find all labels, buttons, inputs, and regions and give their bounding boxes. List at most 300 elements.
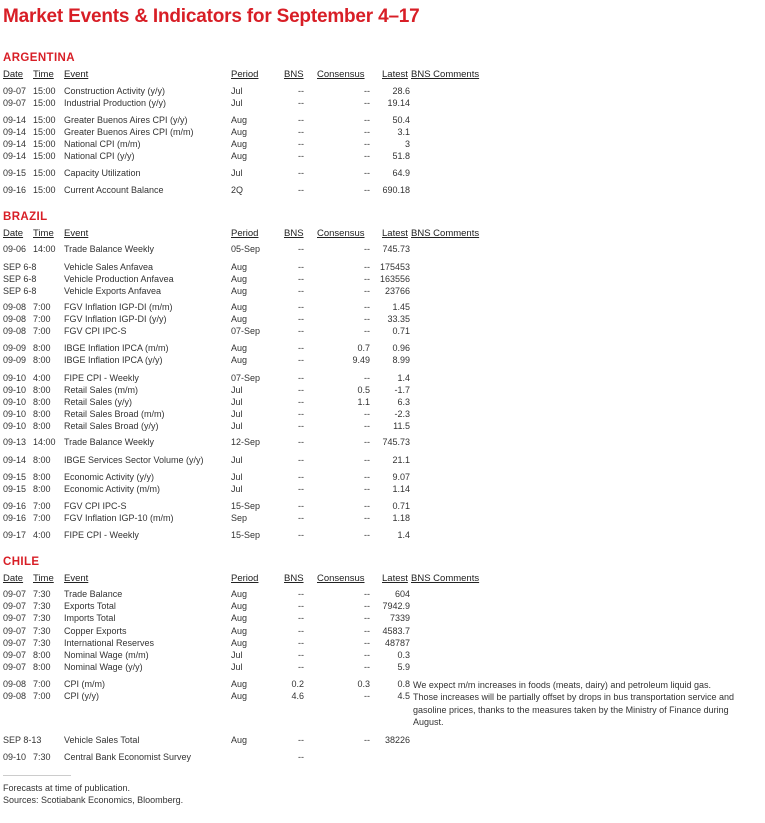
cell-time: 7:30 [33,601,51,611]
cell-latest: 48787 [384,638,410,648]
header-latest: Latest [382,228,408,239]
cell-time: 7:00 [33,679,51,689]
cell-period: Aug [231,638,248,648]
cell-cons: -- [364,421,370,431]
footer-sources: Sources: Scotiabank Economics, Bloomberg. [3,795,184,805]
cell-period: Aug [231,613,248,623]
cell-date: 09-06 [3,244,27,254]
cell-bns: -- [298,98,304,108]
cell-bns: -- [298,355,304,365]
cell-date: 09-15 [3,484,27,494]
cell-period: Aug [231,115,248,125]
cell-time: 7:30 [33,589,51,599]
cell-bns: -- [298,274,304,284]
cell-bns: 4.6 [291,691,304,701]
cell-event: Industrial Production (y/y) [64,98,167,108]
header-consensus: Consensus [317,573,365,584]
cell-event: Greater Buenos Aires CPI (m/m) [64,127,194,137]
cell-event: CPI (y/y) [64,691,99,701]
cell-event: Vehicle Sales Anfavea [64,262,154,272]
cell-date: 09-07 [3,650,27,660]
cell-cons: -- [364,115,370,125]
cell-cons: -- [364,530,370,540]
cell-event: Retail Sales (y/y) [64,397,133,407]
cell-time: 8:00 [33,455,51,465]
cell-period: Sep [231,513,248,523]
cell-period: 12-Sep [231,437,261,447]
cell-latest: 1.14 [392,484,410,494]
cell-event: FIPE CPI - Weekly [64,530,139,540]
cell-time: 8:00 [33,484,51,494]
cell-bns: -- [298,86,304,96]
cell-comment: We expect m/m increases in foods (meats, dairy) and petroleum liquid gas. [413,680,711,690]
cell-bns: -- [298,421,304,431]
cell-latest: 38226 [384,735,410,745]
cell-cons: -- [364,650,370,660]
cell-time: 8:00 [33,421,51,431]
cell-latest: 23766 [384,286,410,296]
cell-event: Capacity Utilization [64,168,141,178]
cell-period: 15-Sep [231,530,261,540]
cell-period: 07-Sep [231,326,261,336]
cell-latest: 33.35 [387,314,410,324]
cell-cons: -- [364,262,370,272]
cell-date: 09-10 [3,373,27,383]
cell-cons: -- [364,455,370,465]
cell-bns: -- [298,127,304,137]
header-period: Period [231,69,259,80]
header-comments: BNS Comments [411,69,480,80]
cell-event: Copper Exports [64,626,127,636]
cell-period: Jul [231,650,243,660]
cell-latest: 0.71 [392,501,410,511]
cell-date: SEP 6-8 [3,274,37,284]
cell-bns: -- [298,484,304,494]
cell-event: Retail Sales Broad (y/y) [64,421,159,431]
cell-cons: -- [364,484,370,494]
cell-event: CPI (m/m) [64,679,105,689]
cell-time: 7:00 [33,314,51,324]
cell-cons: -- [364,409,370,419]
cell-date: 09-17 [3,530,27,540]
cell-cons: -- [364,86,370,96]
cell-event: FGV Inflation IGP-DI (m/m) [64,302,173,312]
cell-cons: -- [364,626,370,636]
cell-period: Aug [231,139,248,149]
header-event: Event [64,573,89,584]
cell-cons: -- [364,302,370,312]
cell-bns: -- [298,397,304,407]
cell-time: 14:00 [33,244,56,254]
header-bns: BNS [284,228,304,239]
cell-period: Jul [231,98,243,108]
cell-time: 7:00 [33,326,51,336]
cell-time: 7:00 [33,513,51,523]
cell-bns: -- [298,752,304,762]
cell-bns: -- [298,437,304,447]
cell-time: 7:30 [33,626,51,636]
cell-latest: 0.8 [397,679,410,689]
cell-latest: 0.96 [392,343,410,353]
cell-cons: -- [364,127,370,137]
cell-event: FGV CPI IPC-S [64,326,127,336]
cell-event: International Reserves [64,638,155,648]
cell-bns: -- [298,343,304,353]
cell-latest: 163556 [379,274,410,284]
cell-date: 09-07 [3,626,27,636]
header-bns: BNS [284,573,304,584]
header-date: Date [3,228,24,239]
cell-event: Central Bank Economist Survey [64,752,192,762]
cell-event: FGV Inflation IGP-DI (y/y) [64,314,167,324]
cell-event: Exports Total [64,601,116,611]
cell-event: FIPE CPI - Weekly [64,373,139,383]
cell-period: Jul [231,397,243,407]
cell-cons: -- [364,373,370,383]
cell-date: 09-14 [3,127,27,137]
cell-cons: -- [364,274,370,284]
cell-latest: 8.99 [392,355,410,365]
cell-date: 09-07 [3,601,27,611]
cell-period: Jul [231,484,243,494]
cell-period: 05-Sep [231,244,261,254]
cell-bns: -- [298,409,304,419]
cell-cons: -- [364,314,370,324]
cell-date: 09-08 [3,691,27,701]
cell-period: Aug [231,679,248,689]
cell-cons: -- [364,286,370,296]
header-latest: Latest [382,573,408,584]
cell-latest: 4.5 [397,691,410,701]
cell-comment: Those increases will be partially offset by drops in bus transportation service and gasoline prices, thanks to the measures taken by the Ministry of Finance during August. [413,692,734,727]
section-title-argentina: ARGENTINA [3,52,75,64]
cell-cons: -- [364,662,370,672]
cell-time: 8:00 [33,355,51,365]
cell-time: 15:00 [33,151,56,161]
cell-latest: -1.7 [394,385,410,395]
cell-period: 2Q [231,185,244,195]
cell-bns: -- [298,513,304,523]
cell-latest: 5.9 [397,662,410,672]
cell-period: 07-Sep [231,373,261,383]
cell-bns: -- [298,613,304,623]
cell-latest: 11.5 [393,421,410,431]
cell-cons: -- [364,601,370,611]
cell-latest: 175453 [379,262,410,272]
cell-latest: 745.73 [382,244,410,254]
cell-cons: -- [364,638,370,648]
cell-latest: 21.1 [392,455,410,465]
cell-time: 7:00 [33,691,51,701]
cell-latest: 0.71 [392,326,410,336]
cell-event: Greater Buenos Aires CPI (y/y) [64,115,188,125]
cell-bns: -- [298,168,304,178]
cell-period: Jul [231,455,243,465]
cell-bns: -- [298,139,304,149]
cell-time: 7:30 [33,752,51,762]
cell-date: 09-15 [3,168,27,178]
cell-time: 8:00 [33,662,51,672]
cell-date: 09-07 [3,98,27,108]
cell-bns: -- [298,589,304,599]
cell-event: IBGE Services Sector Volume (y/y) [64,455,204,465]
cell-latest: 4583.7 [382,626,410,636]
cell-time: 15:00 [33,168,56,178]
cell-latest: -2.3 [394,409,410,419]
cell-cons: -- [364,589,370,599]
cell-latest: 7942.9 [382,601,410,611]
header-time: Time [33,69,54,80]
cell-event: Retail Sales Broad (m/m) [64,409,165,419]
cell-event: Retail Sales (m/m) [64,385,139,395]
cell-latest: 3.1 [397,127,410,137]
header-period: Period [231,573,259,584]
cell-date: SEP 6-8 [3,262,37,272]
cell-period: Aug [231,262,248,272]
cell-latest: 1.45 [392,302,410,312]
cell-event: Nominal Wage (y/y) [64,662,143,672]
cell-bns: -- [298,314,304,324]
cell-cons: -- [364,139,370,149]
header-time: Time [33,228,54,239]
cell-bns: -- [298,662,304,672]
cell-time: 7:30 [33,638,51,648]
cell-date: 09-14 [3,151,27,161]
cell-latest: 6.3 [397,397,410,407]
cell-event: National CPI (y/y) [64,151,135,161]
cell-latest: 3 [404,139,410,149]
cell-date: 09-16 [3,513,27,523]
cell-bns: -- [298,115,304,125]
cell-bns: -- [298,244,304,254]
cell-date: 09-07 [3,662,27,672]
cell-latest: 1.18 [392,513,410,523]
cell-time: 14:00 [33,437,56,447]
cell-date: 09-14 [3,115,27,125]
header-date: Date [3,573,24,584]
cell-bns: -- [298,501,304,511]
cell-event: FGV Inflation IGP-10 (m/m) [64,513,174,523]
cell-cons: -- [364,244,370,254]
cell-event: Economic Activity (m/m) [64,484,161,494]
cell-time: 15:00 [33,127,56,137]
header-event: Event [64,69,89,80]
cell-period: Aug [231,127,248,137]
cell-period: Aug [231,735,248,745]
cell-latest: 19.14 [387,98,410,108]
header-consensus: Consensus [317,69,365,80]
cell-cons: -- [364,501,370,511]
cell-period: Jul [231,662,243,672]
cell-date: 09-07 [3,589,27,599]
cell-cons: -- [364,151,370,161]
cell-date: 09-16 [3,501,27,511]
cell-bns: -- [298,385,304,395]
cell-event: Current Account Balance [64,185,164,195]
cell-event: Trade Balance [64,589,123,599]
cell-bns: -- [298,472,304,482]
cell-date: 09-16 [3,185,27,195]
cell-time: 8:00 [33,472,51,482]
cell-latest: 0.3 [397,650,410,660]
cell-time: 8:00 [33,343,51,353]
cell-date: 09-15 [3,472,27,482]
cell-period: Jul [231,409,243,419]
cell-latest: 9.07 [392,472,410,482]
cell-bns: -- [298,373,304,383]
cell-bns: 0.2 [291,679,304,689]
cell-period: Jul [231,385,243,395]
cell-cons: 0.3 [357,679,370,689]
cell-date: 09-08 [3,314,27,324]
cell-date: SEP 8-13 [3,735,42,745]
cell-event: Trade Balance Weekly [64,437,155,447]
cell-latest: 1.4 [397,373,410,383]
cell-event: Vehicle Production Anfavea [64,274,174,284]
cell-period: Jul [231,421,243,431]
cell-cons: -- [364,168,370,178]
cell-bns: -- [298,185,304,195]
cell-event: IBGE Inflation IPCA (y/y) [64,355,163,365]
cell-cons: -- [364,691,370,701]
cell-period: Aug [231,626,248,636]
cell-time: 7:00 [33,501,51,511]
cell-cons: 1.1 [357,397,370,407]
cell-period: Jul [231,86,243,96]
cell-cons: -- [364,98,370,108]
cell-bns: -- [298,530,304,540]
cell-event: Vehicle Sales Total [64,735,140,745]
cell-time: 15:00 [33,185,56,195]
cell-bns: -- [298,626,304,636]
cell-latest: 690.18 [382,185,410,195]
cell-date: 09-07 [3,86,27,96]
header-latest: Latest [382,69,408,80]
cell-date: 09-10 [3,409,27,419]
cell-date: 09-10 [3,385,27,395]
cell-time: 7:00 [33,302,51,312]
cell-event: National CPI (m/m) [64,139,141,149]
cell-period: Aug [231,691,248,701]
cell-date: SEP 6-8 [3,286,37,296]
cell-bns: -- [298,455,304,465]
cell-time: 15:00 [33,98,56,108]
cell-period: Aug [231,302,248,312]
cell-cons: -- [364,326,370,336]
cell-date: 09-14 [3,139,27,149]
header-event: Event [64,228,89,239]
cell-period: Aug [231,274,248,284]
cell-bns: -- [298,638,304,648]
cell-period: Jul [231,168,243,178]
header-comments: BNS Comments [411,228,480,239]
cell-cons: 0.7 [357,343,370,353]
cell-bns: -- [298,286,304,296]
cell-time: 8:00 [33,409,51,419]
cell-latest: 1.4 [397,530,410,540]
cell-time: 7:30 [33,613,51,623]
page-title: Market Events & Indicators for September 4–17 [3,6,420,27]
header-date: Date [3,69,24,80]
cell-cons: -- [364,513,370,523]
header-time: Time [33,573,54,584]
cell-period: Aug [231,343,248,353]
cell-date: 09-08 [3,679,27,689]
cell-period: Aug [231,286,248,296]
cell-bns: -- [298,601,304,611]
cell-cons: -- [364,472,370,482]
cell-time: 15:00 [33,139,56,149]
cell-cons: -- [364,735,370,745]
cell-cons: -- [364,185,370,195]
cell-date: 09-10 [3,397,27,407]
cell-latest: 7339 [389,613,410,623]
cell-period: Aug [231,151,248,161]
cell-latest: 50.4 [392,115,410,125]
footer-note: Forecasts at time of publication. [3,783,131,793]
cell-event: IBGE Inflation IPCA (m/m) [64,343,169,353]
cell-time: 4:00 [33,530,51,540]
cell-period: Aug [231,355,248,365]
header-comments: BNS Comments [411,573,480,584]
cell-time: 8:00 [33,650,51,660]
cell-date: 09-08 [3,302,27,312]
cell-latest: 64.9 [392,168,410,178]
cell-date: 09-13 [3,437,27,447]
cell-latest: 604 [394,589,410,599]
cell-date: 09-07 [3,613,27,623]
cell-event: FGV CPI IPC-S [64,501,127,511]
cell-date: 09-10 [3,752,27,762]
cell-time: 15:00 [33,86,56,96]
cell-bns: -- [298,151,304,161]
cell-period: Aug [231,314,248,324]
cell-time: 8:00 [33,397,51,407]
cell-event: Trade Balance Weekly [64,244,155,254]
header-consensus: Consensus [317,228,365,239]
cell-latest: 28.6 [392,86,410,96]
section-title-chile: CHILE [3,556,40,568]
cell-bns: -- [298,735,304,745]
cell-cons: -- [364,613,370,623]
cell-date: 09-14 [3,455,27,465]
cell-event: Economic Activity (y/y) [64,472,155,482]
header-period: Period [231,228,259,239]
cell-period: 15-Sep [231,501,261,511]
cell-bns: -- [298,326,304,336]
cell-cons: -- [364,437,370,447]
cell-bns: -- [298,650,304,660]
cell-time: 15:00 [33,115,56,125]
cell-period: Jul [231,472,243,482]
cell-bns: -- [298,262,304,272]
cell-latest: 51.8 [392,151,410,161]
cell-bns: -- [298,302,304,312]
cell-date: 09-09 [3,343,27,353]
cell-cons: 9.49 [352,355,370,365]
cell-date: 09-09 [3,355,27,365]
cell-cons: 0.5 [357,385,370,395]
cell-time: 4:00 [33,373,51,383]
cell-latest: 745.73 [382,437,410,447]
header-bns: BNS [284,69,304,80]
cell-event: Construction Activity (y/y) [64,86,166,96]
section-title-brazil: BRAZIL [3,211,48,223]
cell-date: 09-08 [3,326,27,336]
cell-date: 09-10 [3,421,27,431]
cell-time: 8:00 [33,385,51,395]
cell-date: 09-07 [3,638,27,648]
